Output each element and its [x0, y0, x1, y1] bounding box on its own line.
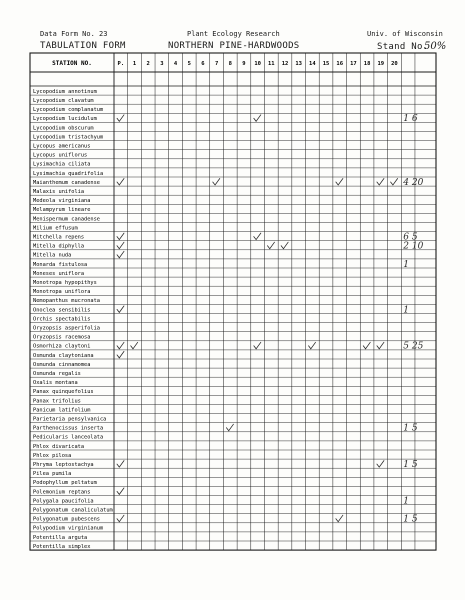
- check-mark: [336, 179, 343, 186]
- column-header: 6: [201, 61, 205, 67]
- species-name: Medeola virginiana: [33, 198, 91, 205]
- species-name: Lycopodium tristachyum: [33, 134, 104, 141]
- check-mark: [254, 233, 261, 240]
- species-name: Lycopus americanus: [33, 143, 91, 150]
- check-mark: [254, 115, 261, 122]
- species-name: Polygala paucifolia: [33, 498, 94, 505]
- species-name: Polygonatum canaliculatum: [33, 507, 113, 514]
- species-name: Panax quinquefolius: [33, 389, 94, 396]
- organization: Plant Ecology Research: [187, 30, 280, 38]
- column-header: 13: [295, 61, 302, 67]
- tally-total: 4 20: [403, 177, 424, 188]
- species-name: Pedicularis lanceolata: [33, 434, 104, 441]
- station-header: STATION NO.: [52, 60, 92, 67]
- species-name: Lycopus uniflorus: [33, 152, 88, 159]
- species-name: Malaxis unifolia: [33, 189, 85, 195]
- species-name: Phlox divaricata: [33, 443, 85, 450]
- university: Univ. of Wisconsin: [367, 30, 443, 38]
- tally-total: 1 5: [403, 423, 418, 434]
- tally-total: 5 25: [403, 341, 424, 352]
- species-name: Orchis spectabilis: [33, 316, 91, 323]
- species-name: Osmunda cinnamomea: [33, 361, 91, 368]
- species-name: Parietaria pensylvanica: [33, 416, 107, 423]
- species-name: Pilea pumila: [33, 471, 72, 478]
- species-name: Mitella diphylla: [33, 243, 85, 250]
- column-header: 9: [242, 61, 246, 67]
- species-name: Panicum latifolium: [33, 407, 91, 414]
- column-header: 18: [363, 61, 371, 67]
- check-mark: [267, 242, 274, 249]
- species-name: Parthenocissus inserta: [33, 425, 104, 432]
- form-number: Data Form No. 23: [40, 30, 108, 38]
- species-name: Lycopodium clavatum: [33, 98, 94, 104]
- species-name: Melampyrum lineare: [33, 207, 91, 214]
- column-header: 15: [322, 61, 330, 67]
- check-mark: [117, 351, 124, 358]
- check-mark: [117, 515, 124, 522]
- species-name: Polypodium virginianum: [33, 525, 104, 532]
- column-header: 1: [132, 61, 137, 67]
- check-mark: [117, 488, 124, 495]
- column-header: 14: [309, 61, 316, 67]
- species-name: Mitchella repens: [33, 234, 85, 241]
- species-name: Monarda fistulosa: [33, 261, 88, 268]
- check-mark: [213, 179, 220, 186]
- check-mark: [377, 179, 384, 186]
- species-name: Osmunda claytoniana: [33, 352, 94, 359]
- check-mark: [117, 342, 124, 349]
- check-mark: [363, 342, 370, 349]
- tally-total: 1: [403, 305, 410, 316]
- check-mark: [226, 424, 233, 431]
- species-name: Osmorhiza claytoni: [33, 343, 91, 350]
- check-mark: [117, 251, 124, 257]
- tally-total: 1 5: [403, 460, 418, 470]
- column-header: P.: [117, 61, 125, 67]
- check-mark: [117, 233, 124, 240]
- species-name: Lycopodium complanatum: [33, 107, 104, 114]
- species-name: Lysimachia ciliata: [33, 161, 91, 168]
- column-header: 19: [377, 61, 385, 67]
- species-name: Menispermum canadense: [33, 216, 100, 223]
- tally-total: 1 5: [403, 514, 418, 525]
- check-mark: [131, 342, 138, 349]
- species-name: Polygonatum pubescens: [33, 516, 100, 523]
- column-header: 2: [146, 61, 150, 67]
- check-mark: [117, 306, 124, 313]
- column-header: 7: [214, 61, 219, 67]
- species-name: Onoclea sensibilis: [33, 307, 91, 314]
- form-title: TABULATION FORM: [40, 41, 126, 51]
- check-mark: [391, 179, 398, 186]
- tally-total: 6 5: [403, 232, 418, 243]
- column-header: 10: [254, 61, 261, 67]
- check-mark: [281, 242, 288, 249]
- tally-total: 1 6: [403, 114, 418, 125]
- species-name: Potentilla simplex: [33, 543, 91, 550]
- species-name: Oryzopsis racemosa: [33, 334, 91, 341]
- column-header: 20: [391, 61, 398, 67]
- column-header: 8: [228, 61, 232, 67]
- column-header: 16: [336, 61, 344, 67]
- species-name: Nemopanthus mucronata: [33, 298, 100, 305]
- form-subtitle: NORTHERN PINE-HARDWOODS: [168, 41, 300, 51]
- species-name: Lycopodium annotinum: [33, 88, 97, 95]
- check-mark: [309, 342, 316, 349]
- stand-label: Stand No.: [377, 42, 429, 52]
- tally-total: 2 10: [403, 241, 424, 252]
- tally-total: 1: [403, 496, 410, 507]
- stand-number-handwritten: 50%: [424, 41, 447, 52]
- species-name: Lysimachia quadrifolia: [33, 170, 104, 177]
- species-name: Potentilla arguta: [33, 534, 88, 541]
- check-mark: [117, 115, 124, 122]
- column-header: 3: [160, 61, 164, 67]
- check-mark: [117, 461, 124, 468]
- species-name: Lycopodium lucidulum: [33, 116, 97, 123]
- column-header: 17: [350, 61, 357, 67]
- species-name: Mitella nuda: [33, 252, 72, 259]
- check-mark: [117, 242, 124, 249]
- check-mark: [254, 342, 261, 349]
- check-mark: [377, 342, 384, 349]
- species-name: Panax trifolius: [33, 398, 81, 405]
- species-name: Oxalis montana: [33, 380, 78, 387]
- check-mark: [377, 461, 384, 468]
- species-name: Lycopodium obscurum: [33, 125, 94, 132]
- species-name: Polemonium reptans: [33, 489, 91, 496]
- column-header: 5: [187, 61, 191, 67]
- species-name: Moneses uniflora: [33, 270, 85, 277]
- column-header: 4: [173, 61, 178, 67]
- species-name: Maianthemum canadense: [33, 179, 100, 186]
- check-mark: [117, 179, 124, 186]
- species-name: Phlox pilosa: [33, 452, 72, 459]
- species-name: Monotropa uniflora: [33, 289, 91, 296]
- species-name: Monotropa hypopithys: [33, 280, 97, 286]
- column-header: 11: [268, 61, 275, 67]
- species-name: Milium effusum: [33, 225, 78, 232]
- column-header: 12: [281, 61, 289, 67]
- check-mark: [336, 515, 343, 522]
- species-name: Phryma leptostachya: [33, 462, 94, 468]
- species-name: Podophyllum peltatum: [33, 480, 97, 487]
- tally-total: 1: [403, 259, 410, 270]
- species-name: Oryzopsis asperifolia: [33, 325, 100, 332]
- species-name: Osmunda regalis: [33, 371, 81, 377]
